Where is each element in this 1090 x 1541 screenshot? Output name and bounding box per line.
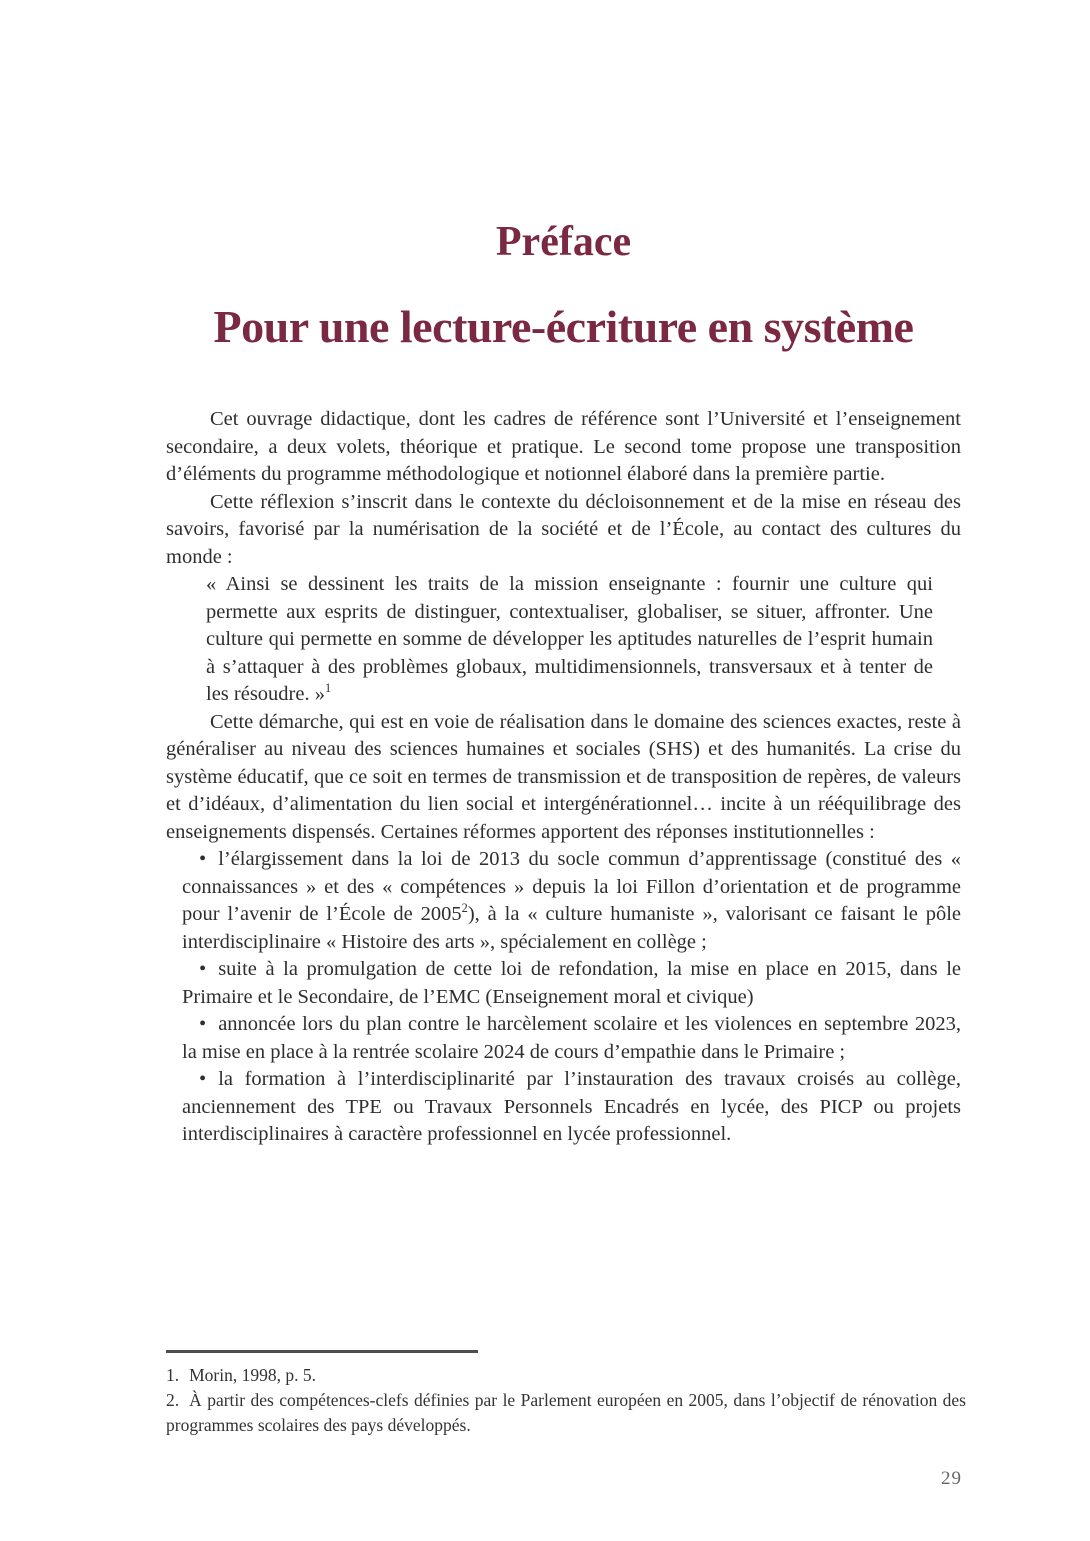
paragraph-2: Cette réflexion s’inscrit dans le contexte du décloisonnement et de la mise en réseau des savoirs, favorisé par la numérisation de la société et de l’École, au contact des cultures du monde : xyxy=(166,490,961,568)
footnote-1 xyxy=(166,1363,966,1388)
bullet-text: ), à la « culture humaniste », valorisant ce faisant le pôle interdisciplinaire « Histoire des arts », spécialement en collège ; xyxy=(182,903,961,953)
footnote-reference-1: 1 xyxy=(324,681,332,696)
bullet-icon: • xyxy=(199,1068,207,1090)
bullet-icon: • xyxy=(199,1013,207,1035)
footnote-divider xyxy=(166,1350,478,1353)
bullet-text: la formation à l’interdisciplinarité par l’instauration des travaux croisés au collège, anciennement des TPE ou Travaux Personnels Encadrés en lycée, des PICP ou projets interdisciplinaires à caractère professionnel en lycée professionnel. xyxy=(182,1068,961,1145)
body-text xyxy=(166,406,961,1149)
bullet-icon: • xyxy=(199,958,207,980)
paragraph-3: Cette démarche, qui est en voie de réalisation dans le domaine des sciences exactes, reste à généraliser au niveau des sciences humaines et sociales (SHS) et des humanités. La crise du système éducatif, que ce soit en termes de transmission et de transposition de repères, de valeurs et d’idéaux, d’alimentation du lien social et intergénérationnel… incite à un rééquilibrage des enseignements dispensés. Certaines réformes apportent des réponses institutionnelles : xyxy=(166,710,961,843)
bullet-text: suite à la promulgation de cette loi de refondation, la mise en place en 2015, dans le Primaire et le Secondaire, de l’EMC (Enseignement moral et civique) xyxy=(182,958,961,1008)
bullet-item-2 xyxy=(182,956,961,1011)
bullet-text: annoncée lors du plan contre le harcèlement scolaire et les violences en septembre 2023, la mise en place à la rentrée scolaire 2024 de cours d’empathie dans le Primaire ; xyxy=(182,1013,961,1063)
bullet-item-4 xyxy=(182,1066,961,1149)
bullet-icon: • xyxy=(199,848,207,870)
footnote-text: À partir des compétences-clefs définies par le Parlement européen en 2005, dans l’objectif de rénovation des programmes scolaires des pays développés. xyxy=(166,1390,966,1435)
page-number: 29 xyxy=(941,1468,962,1489)
bullet-text: l’élargissement dans la loi de 2013 du socle commun d’apprentissage (constitué des « connaissances » et des « compétences » depuis la loi Fillon d’orientation et de programme pour l’avenir de l’École de 2005 xyxy=(182,848,961,925)
page-subtitle: Pour une lecture-écriture en système xyxy=(213,301,914,352)
blockquote xyxy=(206,571,933,709)
bullet-item-3 xyxy=(182,1011,961,1066)
footnote-2 xyxy=(166,1388,966,1438)
paragraph-1: Cet ouvrage didactique, dont les cadres de référence sont l’Université et l’enseignement secondaire, a deux volets, théorique et pratique. Le second tome propose une transposition d’éléments du programme méthodologique et notionnel élaboré dans la première partie. xyxy=(166,408,961,485)
bullet-item-1 xyxy=(182,846,961,956)
footnote-text: Morin, 1998, p. 5. xyxy=(189,1365,316,1385)
footnote-reference-2: 2 xyxy=(461,901,468,916)
footnotes-section xyxy=(166,1350,966,1438)
footnote-number: 2. xyxy=(166,1390,180,1410)
page-content xyxy=(166,218,961,1149)
footnote-number: 1. xyxy=(166,1365,180,1385)
page-title: Préface xyxy=(495,219,632,265)
blockquote-text: « Ainsi se dessinent les traits de la mission enseignante : fournir une culture qui permette aux esprits de distinguer, contextualiser, globaliser, se situer, affronter. Une culture qui permette en somme de développer les aptitudes naturelles de l’esprit humain à s’attaquer à des problèmes globaux, multidimensionnels, transversaux et à tenter de les résoudre. » xyxy=(206,573,933,705)
